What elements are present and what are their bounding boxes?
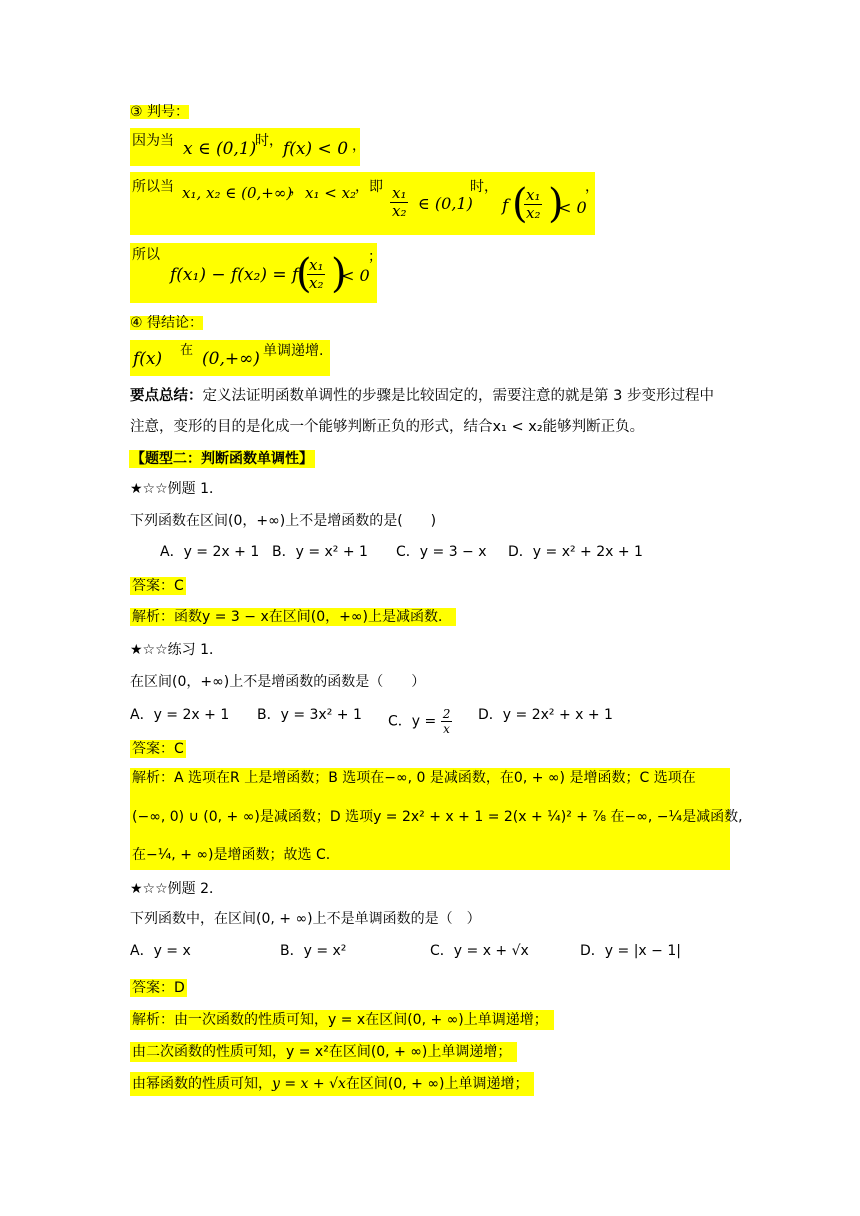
step3-l2-lparen: ( <box>512 181 528 227</box>
step4-interval: (0,+∞) <box>202 349 260 369</box>
step3-l2-rparen: ) <box>548 181 564 227</box>
pr1-analysis-2: (−∞, 0) ∪ (0, + ∞)是减函数；D 选项y = 2x² + x + 1 = 2(x + ¼)² + ⅞ 在−∞, −¼是减函数, <box>132 809 743 825</box>
ex1-analysis: 解析：函数y = 3 − x在区间(0，+∞)上是减函数． <box>130 608 456 626</box>
ex1-option-d: D．y = x² + 2x + 1 <box>508 544 643 560</box>
pr1-option-a: A．y = 2x + 1 <box>130 707 230 723</box>
pr1-analysis-1: 解析：A 选项在R 上是增函数；B 选项在−∞, 0 是减函数，在0, + ∞) 是增函数；C 选项在 <box>132 770 696 786</box>
step3-l2-f: f <box>502 196 509 216</box>
ex1-option-b: B．y = x² + 1 <box>272 544 368 560</box>
step3-l3-prefix: 所以 <box>132 247 160 263</box>
step4-conclusion: 单调递增. <box>263 343 324 359</box>
ex1-title: ★☆☆例题 1． <box>130 481 224 497</box>
ex1-answer: 答案：C <box>132 578 184 594</box>
step3-l2-prefix: 所以当 <box>132 179 174 195</box>
step3-l2-fraction: $\frac{\text{x₁}}{\text{x₂}}$ <box>392 184 407 220</box>
step3-heading: ③ 判号： <box>130 104 190 120</box>
pr1-option-b: B．y = 3x² + 1 <box>257 707 362 723</box>
ex2-question: 下列函数中，在区间(0, + ∞)上不是单调函数的是（ ） <box>130 911 481 927</box>
ex2-option-a: A．y = x <box>130 943 191 959</box>
step3-l2-c: ∈ (0,1) <box>418 194 473 213</box>
ex2-analysis-3: 由幂函数的性质可知，y = x + √x在区间(0, + ∞)上单调递增； <box>130 1072 534 1096</box>
step3-l3-lhs: f(x₁) − f(x₂) = f <box>170 265 299 285</box>
ex1-option-c: C．y = 3 − x <box>396 544 487 560</box>
step3-l2-b: x₁ < x₂ <box>305 184 357 202</box>
section-title: 【题型二：判断函数单调性】 <box>131 451 313 467</box>
step3-l2-sep1: ， <box>290 181 304 197</box>
ex2-option-b: B．y = x² <box>280 943 347 959</box>
step3-l3-end: ； <box>368 249 382 265</box>
step3-l2-when: 时， <box>470 179 498 195</box>
ex2-answer: 答案：D <box>132 980 185 996</box>
step3-l1-cond: x ∈ (0,1) <box>183 139 257 159</box>
ex2-analysis-2: 由二次函数的性质可知，y = x²在区间(0, + ∞)上单调递增； <box>130 1042 517 1062</box>
summary-line1: 要点总结：定义法证明函数单调性的步骤是比较固定的，需要注意的就是第 3 步变形过程中 <box>130 388 714 404</box>
step4-heading: ④ 得结论： <box>130 315 204 331</box>
pr1-answer: 答案：C <box>132 741 184 757</box>
step3-l1-when: 时， <box>255 133 283 149</box>
step3-l3-lparen: ( <box>296 251 312 297</box>
step3-l2-end: ， <box>585 179 599 195</box>
step3-l2-ji: ，即 <box>355 179 383 195</box>
step3-l1-end: ， <box>352 138 366 154</box>
pr1-option-d: D．y = 2x² + x + 1 <box>478 707 613 723</box>
ex2-analysis-1: 解析：由一次函数的性质可知，y = x在区间(0, + ∞)上单调递增； <box>130 1010 554 1030</box>
ex1-option-a: A．y = 2x + 1 <box>160 544 260 560</box>
step3-l2-lt0: < 0 <box>558 198 587 217</box>
step3-l1-prefix: 因为当 <box>132 133 174 149</box>
step3-l3-rparen: ) <box>331 251 347 297</box>
step3-l2-fraction2: $\frac{\text{x₁}}{\text{x₂}}$ <box>526 186 541 222</box>
step3-l3-lt0: < 0 <box>341 266 370 285</box>
pr1-option-c: C．y = $\frac{2}{x}$ <box>388 707 451 736</box>
ex2-option-d: D．y = |x − 1| <box>580 943 681 959</box>
ex1-question: 下列函数在区间(0，+∞)上不是增函数的是( ) <box>130 513 437 529</box>
step4-zai: 在 <box>180 343 194 358</box>
pr1-question: 在区间(0，+∞)上不是增函数的函数是（ ） <box>130 674 426 690</box>
step3-l3-fraction: $\frac{\text{x₁}}{\text{x₂}}$ <box>309 256 324 292</box>
step3-l2-a: x₁, x₂ ∈ (0,+∞) <box>182 184 293 202</box>
ex2-option-c: C．y = x + √x <box>430 943 529 959</box>
ex2-title: ★☆☆例题 2． <box>130 881 224 897</box>
pr1-title: ★☆☆练习 1． <box>130 642 224 658</box>
summary-line2: 注意，变形的目的是化成一个能够判断正负的形式，结合x₁ < x₂能够判断正负。 <box>130 419 645 435</box>
step4-f: f(x) <box>133 349 163 369</box>
step3-l1-res: f(x) < 0 <box>283 139 349 159</box>
pr1-analysis-3: 在−¼, + ∞)是增函数；故选 C. <box>132 847 331 863</box>
